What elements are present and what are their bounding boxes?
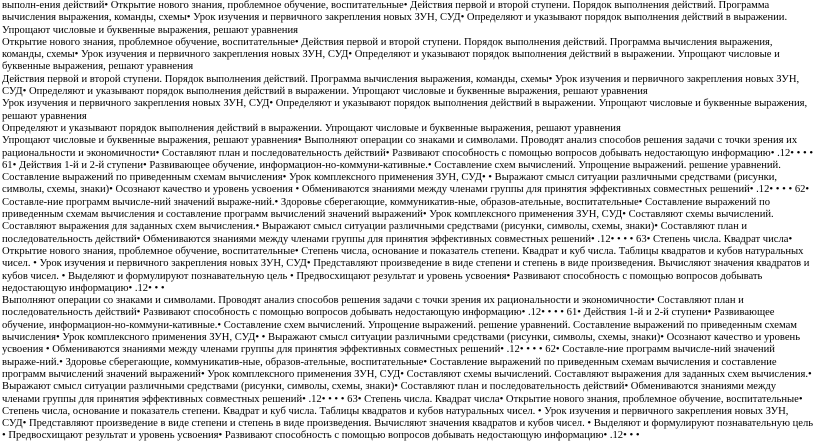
paragraph-4: Урок изучения и первичного закрепления новых ЗУН, СУД• Определяют и указывают порядок выполнения действий в выражении. Упрощают числовые и буквенные выражения, решают уравнения (2, 98, 808, 122)
paragraph-5: Определяют и указывают порядок выполнения действий в выражении. Упрощают числовые и буквенные выражения, решают уравнения (2, 122, 621, 134)
paragraph-7: Выполняют операции со знаками и символами. Проводят анализ способов решения задачи с точки зрения их рациональности и экономичности• Составляют план и последовательность действий• Развивают способность с помощью вопросов добывать недостающую информацию• .12• • • • 61• Действия 1-й и 2-й ступени• Развивающее обучение, информацион-но-коммуни-кативные.• Составление схем вычислений. Упрощение выражений. решение уравнений. Составление выражений по приведенным схемам вычисления• Урок комплексного применения ЗУН, СУД• • Выражают смысл ситуации различными средствами (рисунки, символы, схемы, знаки)• Осознают качество и уровень усвоения • Обмениваются знаниями между членами группы для принятия эффективных совместных решений• .12• • • • 62• Составле-ние программ вычисле-ний значений выраже-ний.• Здоровье сберегающие, коммуникатив-ные, образов-ательные, воспитательные• Составление выражений по приведенным схемам вычисления и составление программ вычислений значений выражений• Урок комплексного применения ЗУН, СУД• Составляют схемы вычислений. Составляют выражения для заданных схем вычисления.• Выражают смысл ситуации различными средствами (рисунки, символы, схемы, знаки)• Составляют план и последовательность действий• Обмениваются знаниями между членами группы для принятия эффективных совместных решений• .12• • • • 63• Степень числа. Квадрат числа• Открытие нового знания, проблемное обучение, воспитательные• Степень числа, основание и показатель степени. Квадрат и куб числа. Таблицы квадратов и кубов натуральных чисел. • Урок изучения и первичного закрепления новых ЗУН, СУД• Представляют произведение в виде степени и степень в виде произведения. Вычисляют значения квадратов и кубов чисел. • Выделяют и формулируют познавательную цель • Предвосхищают результат и уровень усвоения• Развивают способность с помощью вопросов добывать недостающую информацию• .12• • • (2, 295, 814, 442)
paragraph-3: Действия первой и второй ступени. Порядок выполнения действий. Программа вычисления выражения, команды, схемы• Урок изучения и первичного закрепления новых ЗУН, СУД• Определяют и указывают порядок выполнения действий в выражении. Упрощают числовые и буквенные выражения, решают уравнения (2, 73, 800, 98)
paragraph-1: выполн-ения действий• Открытие нового знания, проблемное обучение, воспитательные• Действия первой и второй ступени. Порядок выполнения действий. Программа вычисления выражения, команды, схемы• Урок изучения и первичного закрепления новых ЗУН, СУД• Определяют и указывают порядок выполнения действий в выражении. Упрощают числовые и буквенные выражения, решают уравнения (2, 0, 788, 36)
paragraph-6: Упрощают числовые и буквенные выражения, решают уравнения• Выполняют операции со знаками и символами. Проводят анализ способов решения задачи с точки зрения их рациональности и экономичности• Составляют план и последовательность действий• Развивают способность с помощью вопросов добывать недостающую информацию• .12• • • • 61• Действия 1-й и 2-й ступени• Развивающее обучение, информацион-но-коммуни-кативные.• Составление схем вычислений. Упрощение выражений. решение уравнений. Составление выражений по приведенным схемам вычисления• Урок комплексного применения ЗУН, СУД• • Выражают смысл ситуации различными средствами (рисунки, символы, схемы, знаки)• Осознают качество и уровень усвоения • Обмениваются знаниями между членами группы для принятия эффективных совместных решений• .12• • • • 62• Составле-ние программ вычисле-ний значений выраже-ний.• Здоровье сберегающие, коммуникатив-ные, образов-ательные, воспитательные• Составление выражений по приведенным схемам вычисления и составление программ вычислений значений выражений• Урок комплексного применения ЗУН, СУД• Составляют схемы вычислений. Составляют выражения для заданных схем вычисления.• Выражают смысл ситуации различными средствами (рисунки, символы, схемы, знаки)• Составляют план и последовательность действий• Обмениваются знаниями между членами группы для принятия эффективных совместных решений• .12• • • • 63• Степень числа. Квадрат числа• Открытие нового знания, проблемное обучение, воспитательные• Степень числа, основание и показатель степени. Квадрат и куб числа. Таблицы квадратов и кубов натуральных чисел. • Урок изучения и первичного закрепления новых ЗУН, СУД• Представляют произведение в виде степени и степень в виде произведения. Вычисляют значения квадратов и кубов чисел. • Выделяют и формулируют познавательную цель • Предвосхищают результат и уровень усвоения• Развивают способность с помощью вопросов добывать недостающую информацию• .12• • • (2, 135, 814, 294)
paragraph-2: Открытие нового знания, проблемное обучение, воспитательные• Действия первой и второй ступени. Порядок выполнения действий. Программа вычисления выражения, команды, схемы• Урок изучения и первичного закрепления новых ЗУН, СУД• Определяют и указывают порядок выполнения действий в выражении. Упрощают числовые и буквенные выражения, решают уравнения (2, 36, 780, 73)
